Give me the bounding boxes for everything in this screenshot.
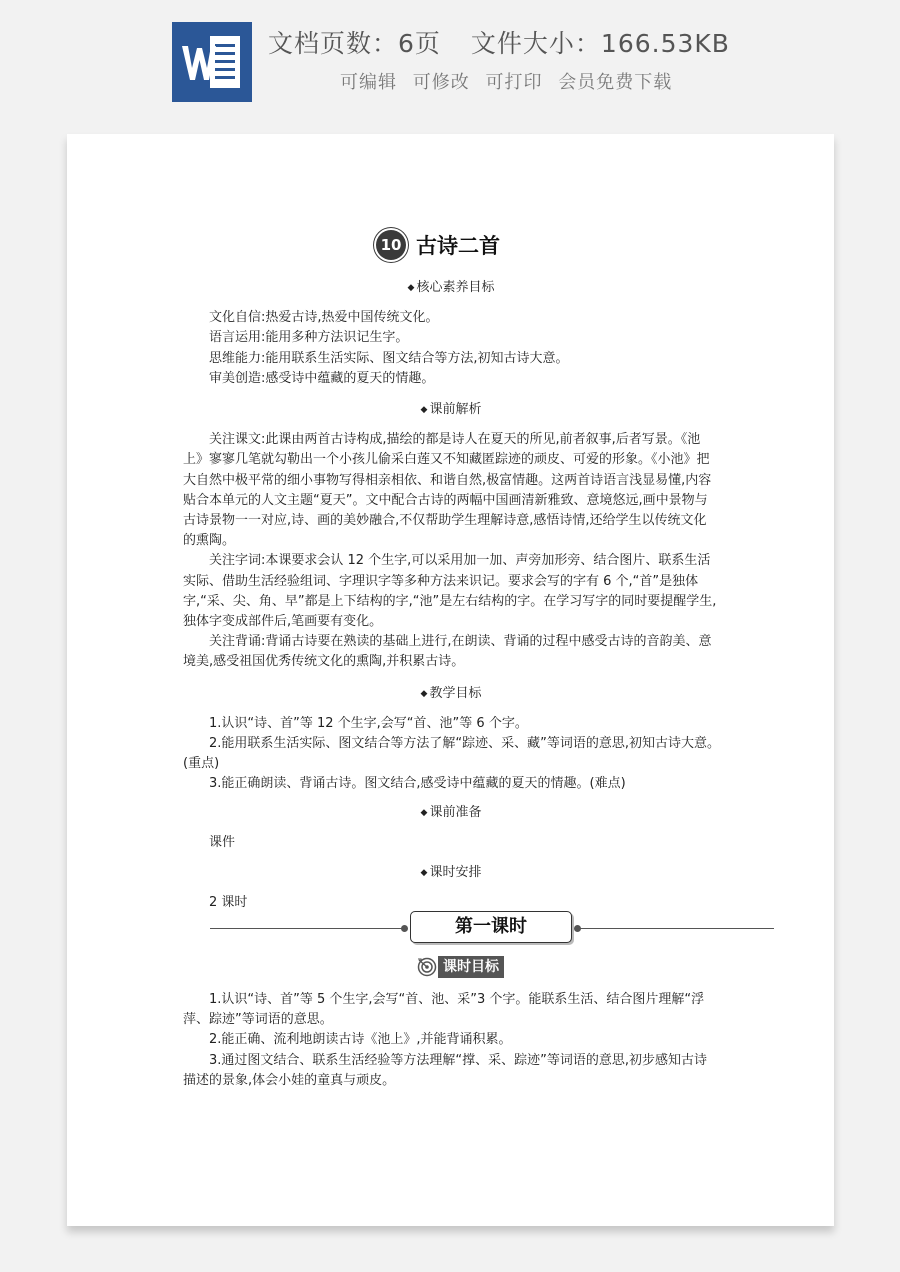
word-document-icon <box>172 22 252 102</box>
lesson-title <box>376 230 500 264</box>
prep-text: 课件 <box>209 834 236 850</box>
divider-dot-left <box>401 925 408 932</box>
feature-editable: 可编辑 <box>340 72 397 93</box>
analysis-paragraph: 关注背诵:背诵古诗要在熟读的基础上进行,在朗读、背诵的过程中感受古诗的音韵美、意境美,感受祖国优秀传统文化的熏陶,并积累古诗。 <box>183 634 712 670</box>
section-heading-schedule: ◆ 课时安排 <box>420 865 482 881</box>
diamond-bullet-icon: ◆ <box>420 688 428 699</box>
feature-modifiable: 可修改 <box>412 72 470 93</box>
core-line: 文化自信:热爱古诗,热爱中国传统文化。 <box>209 310 439 326</box>
file-size: 文件大小：166.53KB <box>470 29 730 58</box>
section-heading-prep: ◆ 课前准备 <box>420 804 482 820</box>
document-page <box>67 134 834 1226</box>
goal-item: 2.能用联系生活实际、图文结合等方法了解“踪迹、采、藏”等词语的意思,初知古诗大意。 (重点) <box>183 736 727 772</box>
file-info <box>268 24 730 60</box>
divider-dot-right <box>574 925 581 932</box>
section-heading-core: ◆ 核心素养目标 <box>407 280 495 295</box>
feature-member-download: 会员免费下载 <box>558 72 673 93</box>
goal-item: 3.能正确朗读、背诵古诗。图文结合,感受诗中蕴藏的夏天的情趣。(难点) <box>209 776 626 792</box>
target-icon <box>417 957 437 977</box>
lesson-one-goals <box>183 990 719 1091</box>
lesson-goal-item: 3.通过图文结合、联系生活经验等方法理解“撑、采、踪迹”等词语的意思,初步感知古诗描述的景象,体会小娃的童真与顽皮。 <box>183 1052 708 1088</box>
document-body <box>183 278 727 913</box>
lesson-goal-tag <box>417 956 504 980</box>
download-banner <box>0 0 900 110</box>
divider-left <box>210 928 404 929</box>
diamond-bullet-icon: ◆ <box>420 868 428 879</box>
lesson-goal-label: 课时目标 <box>438 956 504 978</box>
feature-printable: 可打印 <box>485 72 543 93</box>
lesson-one-title: 第一课时 <box>410 911 572 943</box>
divider-right <box>578 928 774 929</box>
page-count: 文档页数：6页 <box>268 29 441 58</box>
lesson-goal-item: 2.能正确、流利地朗读古诗《池上》,并能背诵积累。 <box>209 1032 512 1048</box>
goal-item: 1.认识“诗、首”等 12 个生字,会写“首、池”等 6 个字。 <box>209 715 528 731</box>
analysis-paragraph: 关注字词:本课要求会认 12 个生字,可以采用加一加、声旁加形旁、结合图片、联系生活实际、借助生活经验组词、字理识字等多种方法来识记。要求会写的字有 6 个,“首”是独体字,“采、尖、角、早”都是上下结构的字,“池”是左右结构的字。在学习写字的同时要提醒学生,独体字变成部件后,笔画要有变化。 <box>183 553 717 630</box>
diamond-bullet-icon: ◆ <box>407 283 415 293</box>
diamond-bullet-icon: ◆ <box>420 405 428 416</box>
lesson-one-banner <box>210 910 774 946</box>
diamond-bullet-icon: ◆ <box>420 807 428 818</box>
analysis-paragraph: 关注课文:此课由两首古诗构成,描绘的都是诗人在夏天的所见,前者叙事,后者写景。《池上》寥寥几笔就勾勒出一个小孩儿偷采白莲又不知藏匿踪迹的顽皮、可爱的形象。《小池》把大自然中极平常的细小事物写得相亲相依、和谐自然,极富情趣。这两首诗语言浅显易懂,内容贴合本单元的人文主题“夏天”。文中配合古诗的两幅中国画清新雅致、意境悠远,画中景物与古诗景物一一对应,诗、画的美妙融合,不仅帮助学生理解诗意,感悟诗情,还给学生以传统文化的熏陶。 <box>183 432 712 549</box>
section-heading-analysis: ◆ 课前解析 <box>420 402 482 418</box>
lesson-number-badge: 10 <box>376 230 406 260</box>
feature-list <box>340 68 681 94</box>
lesson-goal-item: 1.认识“诗、首”等 5 个生字,会写“首、池、采”3 个字。能联系生活、结合图片理解“浮萍、踪迹”等词语的意思。 <box>183 992 705 1028</box>
section-heading-goals: ◆ 教学目标 <box>420 685 482 701</box>
core-line: 思维能力:能用联系生活实际、图文结合等方法,初知古诗大意。 <box>209 350 569 366</box>
core-line: 审美创造:感受诗中蕴藏的夏天的情趣。 <box>209 370 435 386</box>
page-title: 古诗二首 <box>416 234 500 258</box>
schedule-text: 2 课时 <box>209 895 248 911</box>
core-line: 语言运用:能用多种方法识记生字。 <box>209 330 409 346</box>
